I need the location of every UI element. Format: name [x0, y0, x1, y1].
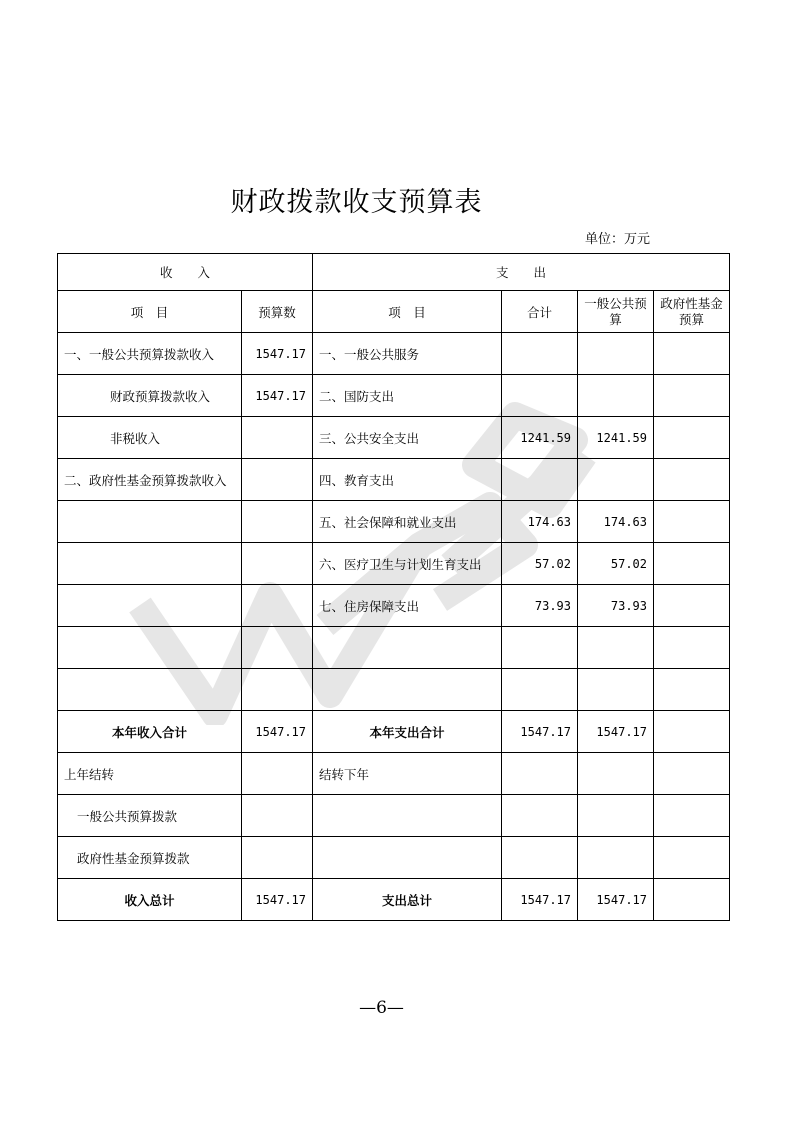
expense-total-cell: [502, 459, 578, 501]
table-row: [58, 795, 730, 837]
budget-table: [57, 253, 730, 921]
budget-count-header: 预算数: [242, 291, 313, 333]
expense-total-cell: [502, 795, 578, 837]
income-item-cell: [58, 543, 242, 585]
expense-total-cell: [502, 627, 578, 669]
general-public-cell: [578, 627, 654, 669]
income-item-cell: 政府性基金预算拨款: [58, 837, 242, 879]
expense-total-cell: 57.02: [502, 543, 578, 585]
gov-fund-cell: [654, 795, 730, 837]
general-public-cell: [578, 753, 654, 795]
general-public-cell: 57.02: [578, 543, 654, 585]
gov-fund-cell: [654, 417, 730, 459]
expense-item-cell: 结转下年: [313, 753, 502, 795]
gov-fund-cell: [654, 753, 730, 795]
income-item-cell: 本年收入合计: [58, 711, 242, 753]
income-amount-cell: 1547.17: [242, 711, 313, 753]
expense-total-cell: [502, 669, 578, 711]
income-amount-cell: [242, 627, 313, 669]
income-item-cell: [58, 501, 242, 543]
expense-item-cell: [313, 795, 502, 837]
table-row: [58, 375, 730, 417]
gov-fund-cell: [654, 711, 730, 753]
general-public-cell: 1547.17: [578, 711, 654, 753]
table-row: [58, 501, 730, 543]
general-public-header: 一般公共预算: [578, 291, 654, 333]
expense-total-cell: 73.93: [502, 585, 578, 627]
income-amount-cell: [242, 417, 313, 459]
general-public-cell: [578, 669, 654, 711]
expense-item-cell: 六、医疗卫生与计划生育支出: [313, 543, 502, 585]
expense-total-cell: [502, 375, 578, 417]
general-public-cell: [578, 795, 654, 837]
gov-fund-cell: [654, 543, 730, 585]
income-amount-cell: [242, 795, 313, 837]
income-item-cell: 收入总计: [58, 879, 242, 921]
column-header-row: [58, 291, 730, 333]
income-amount-cell: [242, 753, 313, 795]
income-item-cell: 一、一般公共预算拨款收入: [58, 333, 242, 375]
income-item-cell: 上年结转: [58, 753, 242, 795]
table-row: [58, 417, 730, 459]
income-amount-cell: [242, 459, 313, 501]
income-item-cell: [58, 627, 242, 669]
income-amount-cell: [242, 501, 313, 543]
expense-total-cell: [502, 837, 578, 879]
gov-fund-cell: [654, 375, 730, 417]
table-row: [58, 585, 730, 627]
income-amount-cell: [242, 669, 313, 711]
table-row: [58, 837, 730, 879]
expense-item-cell: [313, 837, 502, 879]
section-header-row: [58, 254, 730, 291]
table-row: [58, 459, 730, 501]
expense-item-cell: 支出总计: [313, 879, 502, 921]
page-title: 财政拨款收支预算表: [230, 187, 483, 218]
expense-item-cell: [313, 669, 502, 711]
general-public-cell: 73.93: [578, 585, 654, 627]
gov-fund-cell: [654, 501, 730, 543]
expense-total-cell: 174.63: [502, 501, 578, 543]
income-item-cell: 一般公共预算拨款: [58, 795, 242, 837]
income-amount-cell: [242, 543, 313, 585]
income-item-cell: 财政预算拨款收入: [58, 375, 242, 417]
general-public-cell: 1241.59: [578, 417, 654, 459]
expense-item-cell: [313, 627, 502, 669]
income-amount-cell: [242, 837, 313, 879]
expense-total-cell: [502, 753, 578, 795]
expense-item-header: 项 目: [313, 291, 502, 333]
expense-total-cell: 1547.17: [502, 879, 578, 921]
gov-fund-cell: [654, 669, 730, 711]
general-public-cell: [578, 837, 654, 879]
expense-item-cell: 七、住房保障支出: [313, 585, 502, 627]
gov-fund-cell: [654, 459, 730, 501]
gov-fund-cell: [654, 879, 730, 921]
expense-total-cell: [502, 333, 578, 375]
general-public-cell: [578, 459, 654, 501]
expense-total-cell: 1547.17: [502, 711, 578, 753]
table-row: [58, 879, 730, 921]
general-public-cell: 174.63: [578, 501, 654, 543]
table-row: [58, 669, 730, 711]
expense-total-cell: 1241.59: [502, 417, 578, 459]
income-amount-cell: 1547.17: [242, 375, 313, 417]
total-header: 合计: [502, 291, 578, 333]
income-amount-cell: [242, 585, 313, 627]
income-amount-cell: 1547.17: [242, 879, 313, 921]
expense-item-cell: 本年支出合计: [313, 711, 502, 753]
income-item-cell: 非税收入: [58, 417, 242, 459]
expense-header: 支 出: [313, 254, 730, 291]
income-header: 收 入: [58, 254, 313, 291]
gov-fund-cell: [654, 837, 730, 879]
table-row: [58, 627, 730, 669]
income-item-cell: 二、政府性基金预算拨款收入: [58, 459, 242, 501]
table-row: [58, 711, 730, 753]
expense-item-cell: 四、教育支出: [313, 459, 502, 501]
expense-item-cell: 三、公共安全支出: [313, 417, 502, 459]
gov-fund-cell: [654, 627, 730, 669]
expense-item-cell: 五、社会保障和就业支出: [313, 501, 502, 543]
table-row: [58, 753, 730, 795]
general-public-cell: 1547.17: [578, 879, 654, 921]
income-item-header: 项 目: [58, 291, 242, 333]
general-public-cell: [578, 333, 654, 375]
unit-label: 单位：万元: [585, 232, 651, 247]
gov-fund-header: 政府性基金预算: [654, 291, 730, 333]
table-row: [58, 333, 730, 375]
gov-fund-cell: [654, 585, 730, 627]
income-amount-cell: 1547.17: [242, 333, 313, 375]
income-item-cell: [58, 585, 242, 627]
page-number: —6—: [359, 998, 404, 1018]
expense-item-cell: 一、一般公共服务: [313, 333, 502, 375]
table-row: [58, 543, 730, 585]
general-public-cell: [578, 375, 654, 417]
expense-item-cell: 二、国防支出: [313, 375, 502, 417]
income-item-cell: [58, 669, 242, 711]
gov-fund-cell: [654, 333, 730, 375]
